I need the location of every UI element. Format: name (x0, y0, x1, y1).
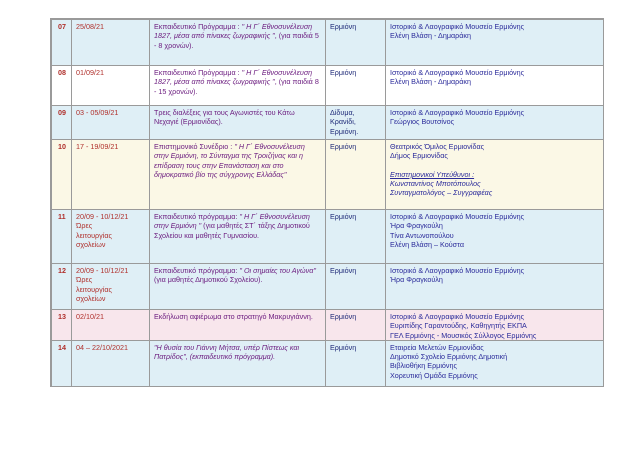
row-place (326, 310, 386, 341)
row-organizer (386, 340, 604, 386)
place-line: Ερμιόνη (330, 312, 357, 321)
organizer-line: Επιστημονικοί Υπεύθυνοι : (390, 169, 475, 179)
date-line: 04 – 22/10/2021 (76, 342, 128, 352)
organizer-line: Εταιρεία Μελετών Ερμιονίδας (390, 342, 484, 352)
date-line: λειτουργίας (76, 230, 112, 240)
program-text: " Η Γ΄ Εθνοσυνέλευση 1827, μέσα από πίνακες ζωγραφικής " (154, 68, 313, 87)
table-row (52, 340, 604, 386)
events-table (51, 19, 604, 387)
organizer-line (390, 161, 599, 170)
place-line: Ερμιόνη. (330, 126, 359, 136)
row-place (326, 264, 386, 310)
row-organizer (386, 66, 604, 106)
organizer-line: Ελένη Βλάση - Δημαράκη (390, 77, 471, 87)
place-line: Ερμιόνη (330, 142, 357, 151)
organizer-line: Ελένη Βλάση - Δημαράκη (390, 31, 471, 41)
program-text: "Η θυσία του Γιάννη Μήτσα, υπέρ Πίστεως και Πατρίδος" (154, 342, 300, 362)
date-line: 25/08/21 (76, 22, 104, 31)
place-line: Δίδυμα, (330, 108, 355, 117)
row-date (72, 20, 150, 66)
table-row (52, 106, 604, 140)
place-line: Κρανίδι, (330, 117, 356, 127)
place-line: Ερμιόνη (330, 68, 357, 77)
organizer-line: Δήμος Ερμιονίδας (390, 151, 448, 161)
events-table-body (52, 20, 604, 387)
place-line: Ερμιόνη (330, 22, 357, 31)
program-text: (για μαθητές Δημοτικού Σχολείου). (154, 275, 263, 285)
date-line: 02/10/21 (76, 312, 104, 321)
program-text: " Η Γ΄ Εθνοσυνέλευση 1827, μέσα από πίνακες ζωγραφικής " (154, 22, 313, 41)
row-organizer (386, 140, 604, 210)
program-text: Επιστημονικό Συνέδριο : (154, 142, 235, 151)
organizer-line: Γεώργιος Βουτσίνος (390, 117, 455, 127)
date-line: 01/09/21 (76, 68, 104, 77)
date-line: λειτουργίας (76, 284, 112, 294)
date-line: σχολείων (76, 293, 106, 303)
organizer-line: Ήρα Φραγκούλη (390, 275, 443, 285)
program-text: , (εκπαιδευτικό πρόγραμμα). (185, 352, 276, 362)
organizer-line: Ευριπίδης Γαραντούδης, Καθηγητής ΕΚΠΑ (390, 321, 527, 331)
row-date (72, 106, 150, 140)
place-line: Ερμιόνη (330, 212, 357, 221)
row-organizer (386, 210, 604, 264)
row-program (150, 106, 326, 140)
row-organizer (386, 106, 604, 140)
table-row (52, 264, 604, 310)
date-line: 20/09 - 10/12/21 (76, 212, 129, 221)
row-program (150, 264, 326, 310)
organizer-line: Βιβλιοθήκη Ερμιόνης (390, 361, 457, 371)
row-number: 08 (52, 66, 72, 106)
row-organizer (386, 310, 604, 341)
row-date (72, 140, 150, 210)
program-text: , (για παιδιά 5 - 8 χρονών). (154, 31, 319, 50)
organizer-line: ΓΕΛ Ερμιόνης - Μουσικός Σύλλογος Ερμιόνης (390, 330, 537, 340)
row-number: 09 (52, 106, 72, 140)
row-place (326, 340, 386, 386)
row-organizer (386, 264, 604, 310)
date-line: Ώρες (76, 275, 93, 285)
row-program (150, 340, 326, 386)
row-place (326, 210, 386, 264)
program-text: Εκπαιδευτικό πρόγραμμα: (154, 212, 240, 221)
row-place (326, 106, 386, 140)
row-date (72, 340, 150, 386)
row-number: 07 (52, 20, 72, 66)
program-text: Εκπαιδευτικό Πρόγραμμα : (154, 22, 242, 31)
organizer-line: Ιστορικό & Λαογραφικό Μουσείο Ερμιόνης (390, 212, 525, 221)
table-row (52, 140, 604, 210)
table-row (52, 20, 604, 66)
row-date (72, 210, 150, 264)
row-program (150, 20, 326, 66)
organizer-line: Ελένη Βλάση – Κούστα (390, 239, 465, 249)
row-date (72, 264, 150, 310)
row-program (150, 210, 326, 264)
program-text: , (για παιδιά 8 - 15 χρονών). (154, 77, 319, 96)
table-row (52, 310, 604, 341)
organizer-line: Χορευτική Ομάδα Ερμιόνης (390, 370, 478, 380)
row-organizer (386, 20, 604, 66)
row-number: 13 (52, 310, 72, 341)
program-text: Εκπαιδευτικό Πρόγραμμα : (154, 68, 242, 77)
organizer-line: Ιστορικό & Λαογραφικό Μουσείο Ερμιόνης (390, 68, 525, 77)
row-number: 11 (52, 210, 72, 264)
date-line: σχολείων (76, 239, 106, 249)
program-text: Εκδήλωση αφιέρωμα στο στρατηγό Μακρυγιάννη. (154, 312, 313, 321)
table-row (52, 210, 604, 264)
row-date (72, 310, 150, 341)
program-text: Εκπαιδευτικό πρόγραμμα: (154, 266, 240, 275)
program-text: (για μαθητές ΣΤ΄ τάξης Δημοτικού Σχολείου και μαθητές Γυμνασίου. (154, 221, 310, 240)
row-number: 10 (52, 140, 72, 210)
organizer-line: Κωνσταντίνος Μποτόπουλος (390, 179, 481, 189)
program-text: " Οι σημαίες του Αγώνα" (239, 266, 316, 275)
date-line: Ώρες (76, 221, 93, 231)
schedule-table-sheet (50, 18, 604, 387)
date-line: 03 - 05/09/21 (76, 108, 119, 117)
row-place (326, 140, 386, 210)
program-text: Τρεις διαλέξεις για τους Αγωνιστές του Κάτω Νεχαγιέ (Ερμιονίδας). (154, 108, 295, 127)
organizer-line: Δημοτικό Σχολείο Ερμιόνης Δημοτική (390, 352, 508, 362)
row-program (150, 310, 326, 341)
organizer-line: Ιστορικό & Λαογραφικό Μουσείο Ερμιόνης (390, 266, 525, 275)
organizer-line: Συνταγματολόγος – Συγγραφέας (390, 188, 493, 198)
row-number: 14 (52, 340, 72, 386)
organizer-line: Ιστορικό & Λαογραφικό Μουσείο Ερμιόνης (390, 108, 525, 117)
row-program (150, 66, 326, 106)
place-line: Ερμιόνη (330, 342, 357, 352)
place-line: Ερμιόνη (330, 266, 357, 275)
organizer-line: Θεατρικός Όμιλος Ερμιονίδας (390, 142, 485, 151)
row-program (150, 140, 326, 210)
program-text: " Η Γ΄ Εθνοσυνέλευση στην Ερμιόνη " (154, 212, 310, 231)
table-row (52, 66, 604, 106)
organizer-line: Ιστορικό & Λαογραφικό Μουσείο Ερμιόνης (390, 22, 525, 31)
row-date (72, 66, 150, 106)
row-number: 12 (52, 264, 72, 310)
organizer-line: Τίνα Αντωνοπούλου (390, 230, 454, 240)
organizer-line: Ήρα Φραγκούλη (390, 221, 443, 231)
date-line: 20/09 - 10/12/21 (76, 266, 129, 275)
program-text: " Η Γ΄ Εθνοσυνέλευση στην Ερμιόνη, το Σύνταγμα της Τροιζήνας και η επίδραση τους στην Επανάσταση και στο δημοκρατικό βίο της σύγχρονης Ελλάδας" (154, 142, 305, 179)
row-place (326, 66, 386, 106)
date-line: 17 - 19/09/21 (76, 142, 119, 151)
organizer-line: Ιστορικό & Λαογραφικό Μουσείο Ερμιόνης (390, 312, 525, 321)
row-place (326, 20, 386, 66)
